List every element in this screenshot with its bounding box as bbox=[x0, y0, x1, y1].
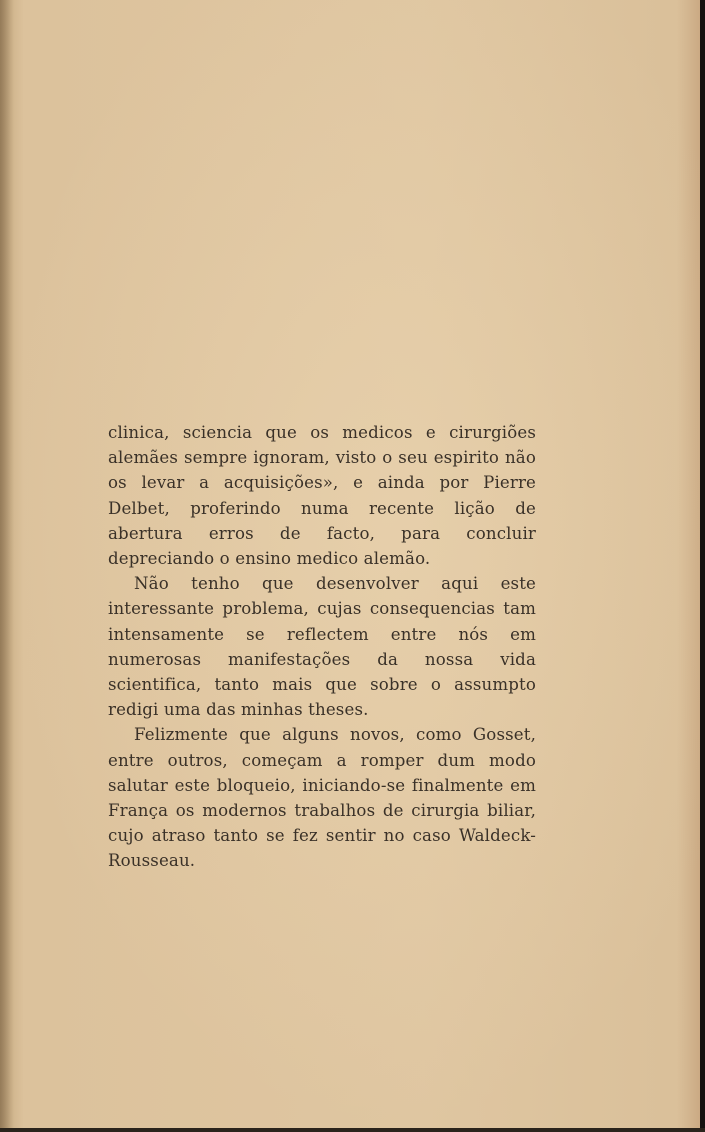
page-gutter-shadow bbox=[0, 0, 14, 1132]
paragraph-1: clinica, sciencia que os medicos e cirurgiões alemães sempre ignoram, visto o seu espirito não os levar a acquisições», e ainda por Pierre Delbet, proferindo numa recente lição de abertura erros de facto, para concluir depreciando o ensino medico alemão. bbox=[108, 423, 536, 569]
page-edge-bottom bbox=[0, 1128, 705, 1132]
page-edge-right bbox=[700, 0, 705, 1132]
paragraph-2: Não tenho que desenvolver aqui este interessante problema, cujas consequencias tam intensamente se reflectem entre nós em numerosas manifestações da nossa vida scientifica, tanto mais que sobre o assumpto redigi uma das minhas theses. bbox=[108, 574, 536, 720]
body-text bbox=[108, 420, 536, 874]
paragraph-3: Felizmente que alguns novos, como Gosset, entre outros, começam a romper dum modo salutar este bloqueio, iniciando-se finalmente em França os modernos trabalhos de cirurgia biliar, cujo atraso tanto se fez sentir no caso Waldeck-Rousseau. bbox=[108, 725, 536, 871]
